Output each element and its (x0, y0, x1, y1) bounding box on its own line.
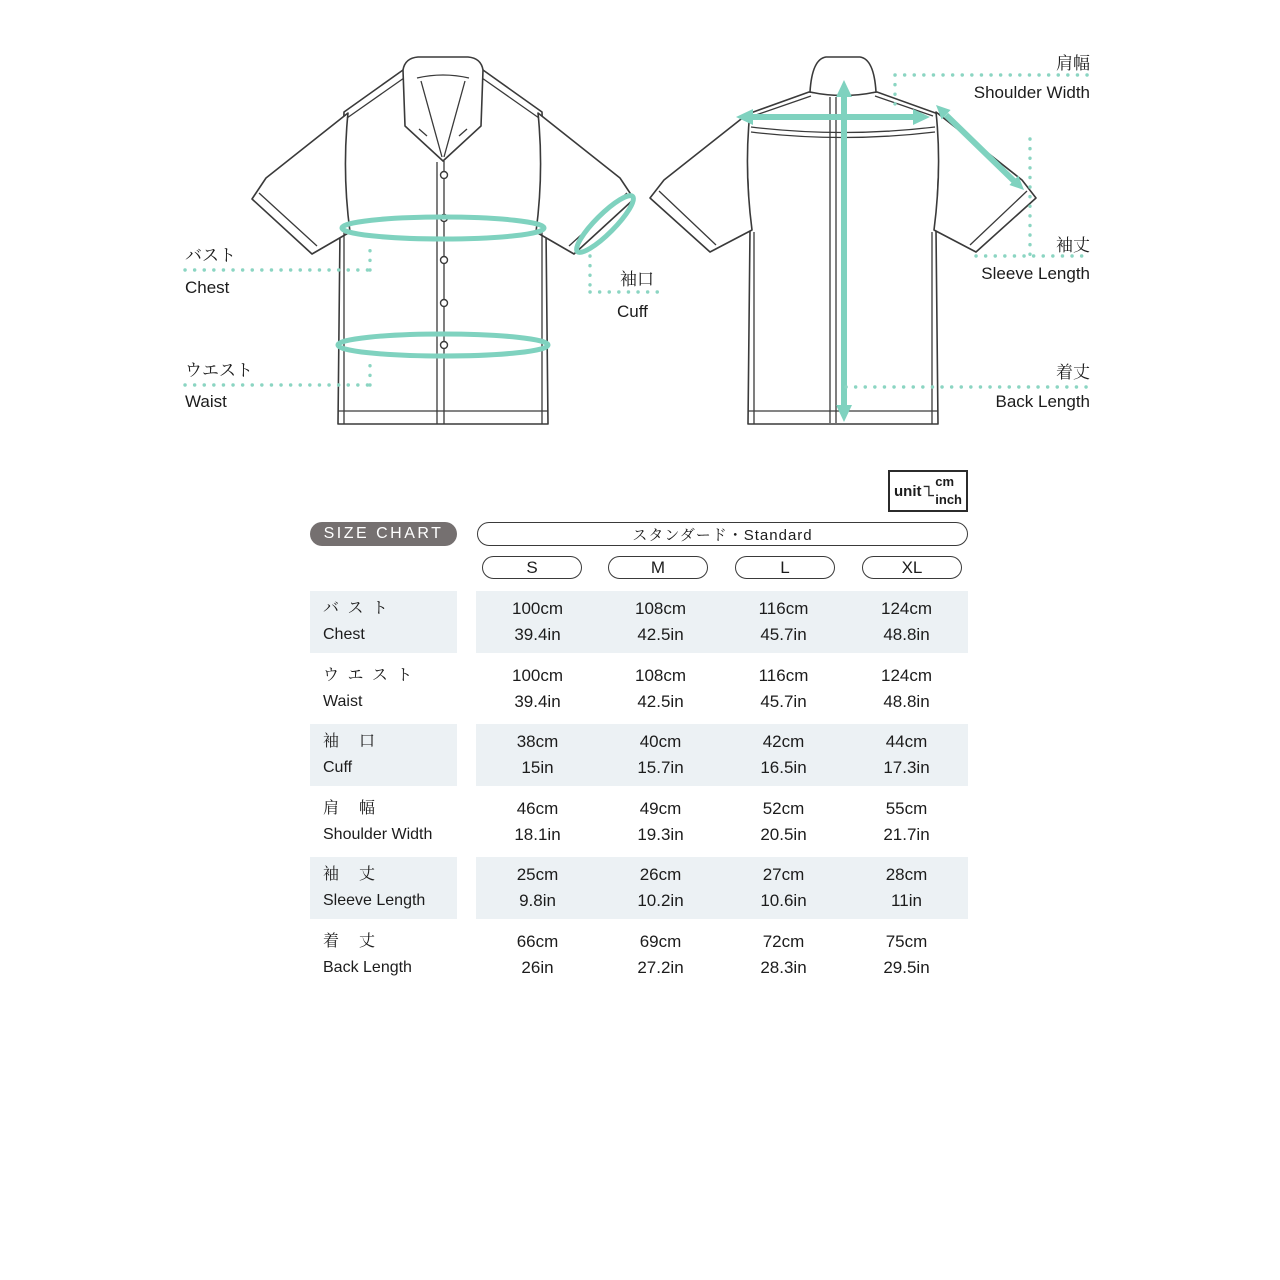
back-length-label-en: Back Length (995, 392, 1090, 411)
size-pill-xl: XL (862, 556, 962, 579)
row-label-en: Waist (323, 693, 363, 710)
cell-xl: 55cm 21.7in (883, 799, 930, 844)
cell-s: 66cm 26in (516, 932, 559, 977)
chest-label-jp: バスト (185, 246, 236, 265)
cell-l: 52cm 20.5in (760, 799, 807, 844)
table-row-back-length (310, 924, 968, 986)
cell-s: 25cm 9.8in (516, 865, 559, 910)
table-row-waist (310, 658, 968, 720)
unit-bracket-icon (923, 477, 935, 505)
sleeve-length-label-en: Sleeve Length (981, 264, 1090, 283)
sleeve-length-label-jp: 袖丈 (1056, 236, 1090, 255)
cell-m: 108cm 42.5in (634, 666, 687, 711)
waist-label-en: Waist (185, 392, 227, 411)
size-chart-title-badge: SIZE CHART (310, 522, 457, 546)
cell-xl: 75cm 29.5in (883, 932, 930, 977)
cell-l: 72cm 28.3in (760, 932, 807, 977)
table-row-sleeve-length (310, 857, 968, 919)
row-label-en: Sleeve Length (323, 892, 426, 909)
size-pill-m: M (608, 556, 708, 579)
table-row-shoulder-width (310, 791, 968, 853)
cell-m: 69cm 27.2in (637, 932, 684, 977)
cell-m: 26cm 10.2in (637, 865, 684, 910)
row-label-jp: 肩 幅 (323, 800, 378, 817)
cell-s: 100cm 39.4in (511, 599, 564, 644)
table-row-chest (310, 591, 968, 653)
unit-legend-box (888, 470, 968, 512)
waist-label-jp: ウエスト (185, 361, 253, 380)
cell-s: 46cm 18.1in (514, 799, 561, 844)
size-pill-l: L (735, 556, 835, 579)
row-label-jp: 袖 口 (323, 733, 378, 750)
unit-inch: inch (935, 492, 962, 507)
cell-xl: 124cm 48.8in (880, 599, 933, 644)
row-label-jp: 着 丈 (323, 933, 378, 950)
variant-header-standard: スタンダード・Standard (477, 522, 968, 546)
cell-s: 100cm 39.4in (511, 666, 564, 711)
shoulder-width-label-en: Shoulder Width (973, 83, 1090, 102)
cuff-label-jp: 袖口 (620, 270, 654, 289)
cell-l: 116cm 45.7in (758, 599, 809, 644)
row-label-en: Back Length (323, 959, 412, 976)
cell-s: 38cm 15in (516, 732, 559, 777)
shoulder-width-label-jp: 肩幅 (1056, 54, 1090, 73)
cell-m: 49cm 19.3in (637, 799, 684, 844)
cell-l: 42cm 16.5in (760, 732, 807, 777)
cell-xl: 44cm 17.3in (883, 732, 930, 777)
cell-l: 27cm 10.6in (760, 865, 807, 910)
size-pill-s: S (482, 556, 582, 579)
cuff-label-en: Cuff (617, 302, 648, 321)
unit-label: unit (894, 482, 922, 500)
row-label-en: Chest (323, 626, 365, 643)
row-label-jp: バ ス ト (323, 600, 390, 617)
cell-m: 108cm 42.5in (634, 599, 687, 644)
row-label-jp: 袖 丈 (323, 866, 378, 883)
chest-label-en: Chest (185, 278, 230, 297)
cell-m: 40cm 15.7in (637, 732, 684, 777)
row-label-en: Shoulder Width (323, 826, 433, 843)
cell-xl: 124cm 48.8in (880, 666, 933, 711)
cell-xl: 28cm 11in (885, 865, 928, 910)
row-label-jp: ウ エ ス ト (323, 667, 415, 684)
unit-cm: cm (935, 474, 955, 489)
table-row-cuff (310, 724, 968, 786)
row-label-en: Cuff (323, 759, 353, 776)
cell-l: 116cm 45.7in (758, 666, 809, 711)
back-length-label-jp: 着丈 (1056, 363, 1090, 382)
